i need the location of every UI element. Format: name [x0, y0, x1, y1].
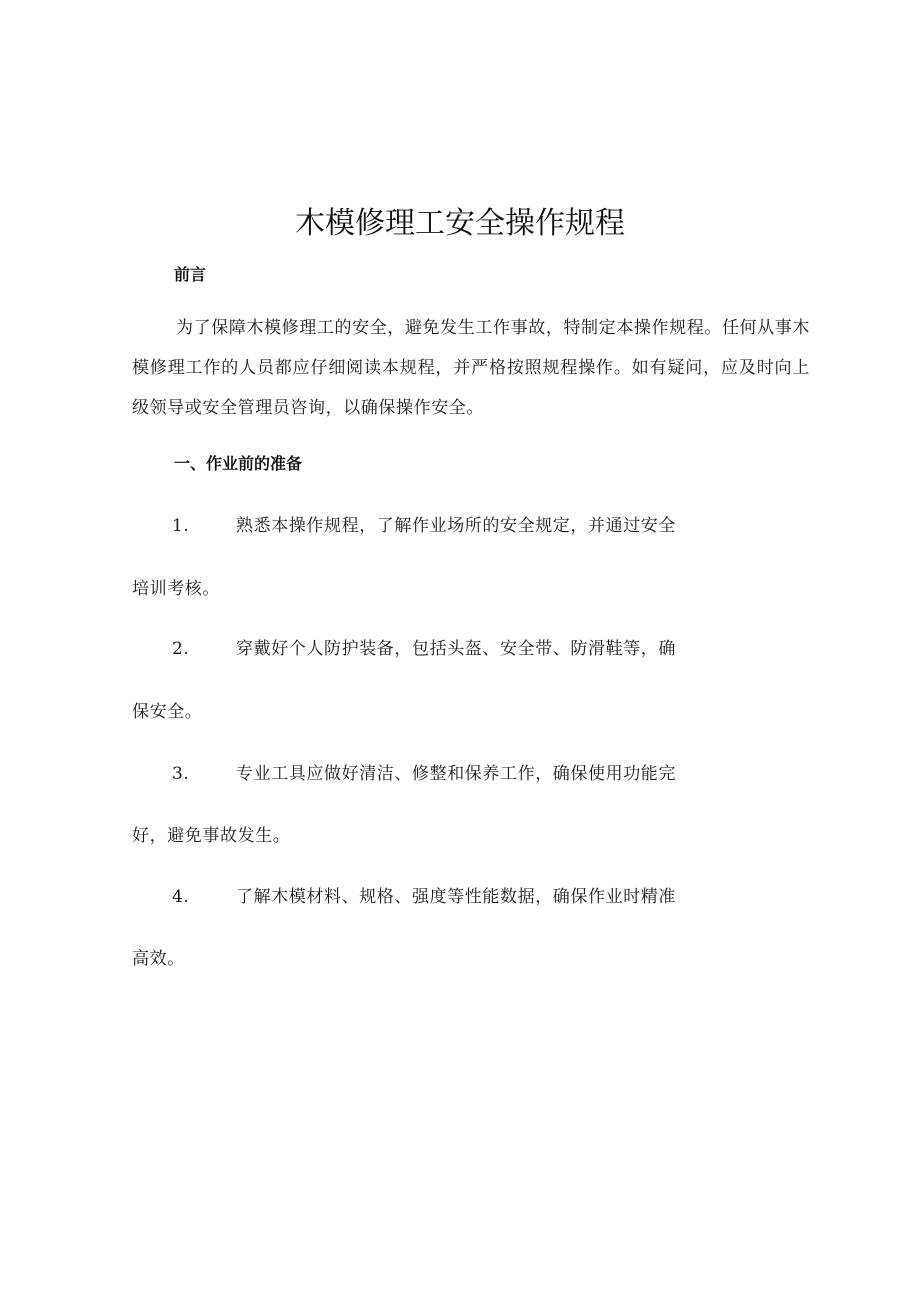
list-item-3: [172, 759, 676, 784]
list-item-text: 专业工具应做好清洁、修整和保养工作，确保使用功能完: [236, 764, 676, 784]
list-item-4-continuation: 高效。: [132, 949, 185, 969]
list-item-2: [172, 634, 676, 659]
list-item-3-continuation: 好，避免事故发生。: [132, 826, 291, 846]
list-item-number: 4.: [172, 887, 190, 907]
list-item-4: [172, 882, 676, 907]
document-title: 木模修理工安全操作规程: [295, 206, 625, 241]
list-item-text: 穿戴好个人防护装备，包括头盔、安全带、防滑鞋等，确: [236, 639, 676, 659]
list-item-number: 1.: [172, 516, 190, 536]
list-item-1-continuation: 培训考核。: [132, 579, 220, 599]
list-item-text: 熟悉本操作规程，了解作业场所的安全规定，并通过安全: [236, 516, 676, 536]
list-item-number: 2.: [172, 639, 190, 659]
list-item-1: [172, 511, 676, 536]
preface-paragraph: 为了保障木模修理工的安全，避免发生工作事故，特制定本操作规程。任何从事木模修理工作的人员都应仔细阅读本规程，并严格按照规程操作。如有疑问，应及时向上级领导或安全管理员咨询，以确保操作安全。: [132, 318, 810, 418]
list-item-2-continuation: 保安全。: [132, 702, 203, 722]
section-1-heading: 一、作业前的准备: [174, 454, 303, 473]
preface-heading: 前言: [174, 265, 207, 284]
list-item-number: 3.: [172, 764, 190, 784]
list-item-text: 了解木模材料、规格、强度等性能数据，确保作业时精准: [236, 887, 676, 907]
